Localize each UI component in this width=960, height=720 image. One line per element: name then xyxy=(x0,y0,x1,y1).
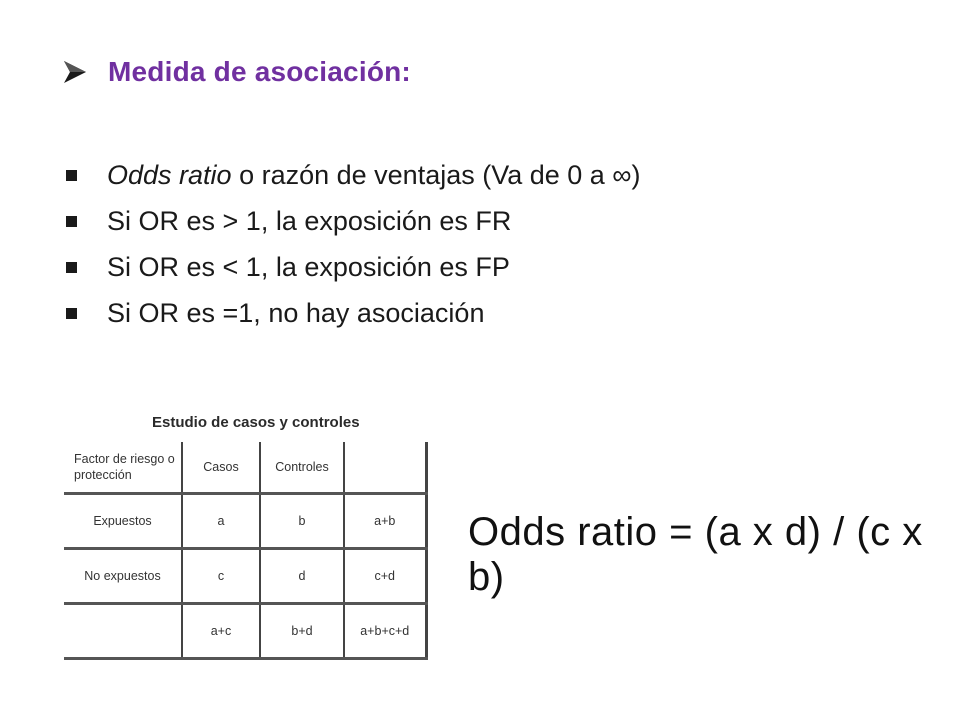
table-cell: d xyxy=(260,549,344,604)
bullet-italic: Odds ratio xyxy=(107,159,232,190)
odds-ratio-formula: Odds ratio = (a x d) / (c x b) xyxy=(468,510,923,599)
header-cell: Factor de riesgo o protección xyxy=(64,442,182,494)
bullet-item xyxy=(66,198,641,244)
bullet-item xyxy=(66,152,641,198)
bullet-item xyxy=(66,244,641,290)
row-label-cell: Expuestos xyxy=(64,494,182,549)
section-heading xyxy=(62,56,411,88)
table-cell: a+b xyxy=(344,494,426,549)
table-row xyxy=(64,549,426,604)
bullet-rest: Si OR es =1, no hay asociación xyxy=(107,297,485,328)
header-cell xyxy=(344,442,426,494)
table-row xyxy=(64,494,426,549)
table-title: Estudio de casos y controles xyxy=(152,414,360,431)
table-cell: a+c xyxy=(182,604,260,659)
bullet-text xyxy=(107,298,484,329)
bullet-list xyxy=(66,152,641,336)
square-bullet-icon xyxy=(66,216,77,227)
bullet-text xyxy=(107,252,510,283)
bullet-item xyxy=(66,290,641,336)
table-header-row xyxy=(64,442,426,494)
bullet-text xyxy=(107,160,641,191)
bullet-text xyxy=(107,206,511,237)
contingency-table-figure xyxy=(64,410,430,658)
square-bullet-icon xyxy=(66,170,77,181)
heading-title: Medida de asociación: xyxy=(108,56,411,87)
square-bullet-icon xyxy=(66,262,77,273)
bullet-rest: Si OR es > 1, la exposición es FR xyxy=(107,205,512,236)
table-cell: b xyxy=(260,494,344,549)
bullet-rest: Si OR es < 1, la exposición es FP xyxy=(107,251,510,282)
row-label-cell: No expuestos xyxy=(64,549,182,604)
table-cell: c xyxy=(182,549,260,604)
table-cell: a+b+c+d xyxy=(344,604,426,659)
table-cell: a xyxy=(182,494,260,549)
table-row xyxy=(64,604,426,659)
contingency-table xyxy=(64,442,428,660)
row-label-cell xyxy=(64,604,182,659)
bullet-rest: o razón de ventajas (Va de 0 a ∞) xyxy=(231,159,641,190)
table-cell: b+d xyxy=(260,604,344,659)
arrow-bullet-icon xyxy=(62,59,88,85)
header-cell: Casos xyxy=(182,442,260,494)
header-cell: Controles xyxy=(260,442,344,494)
square-bullet-icon xyxy=(66,308,77,319)
table-cell: c+d xyxy=(344,549,426,604)
